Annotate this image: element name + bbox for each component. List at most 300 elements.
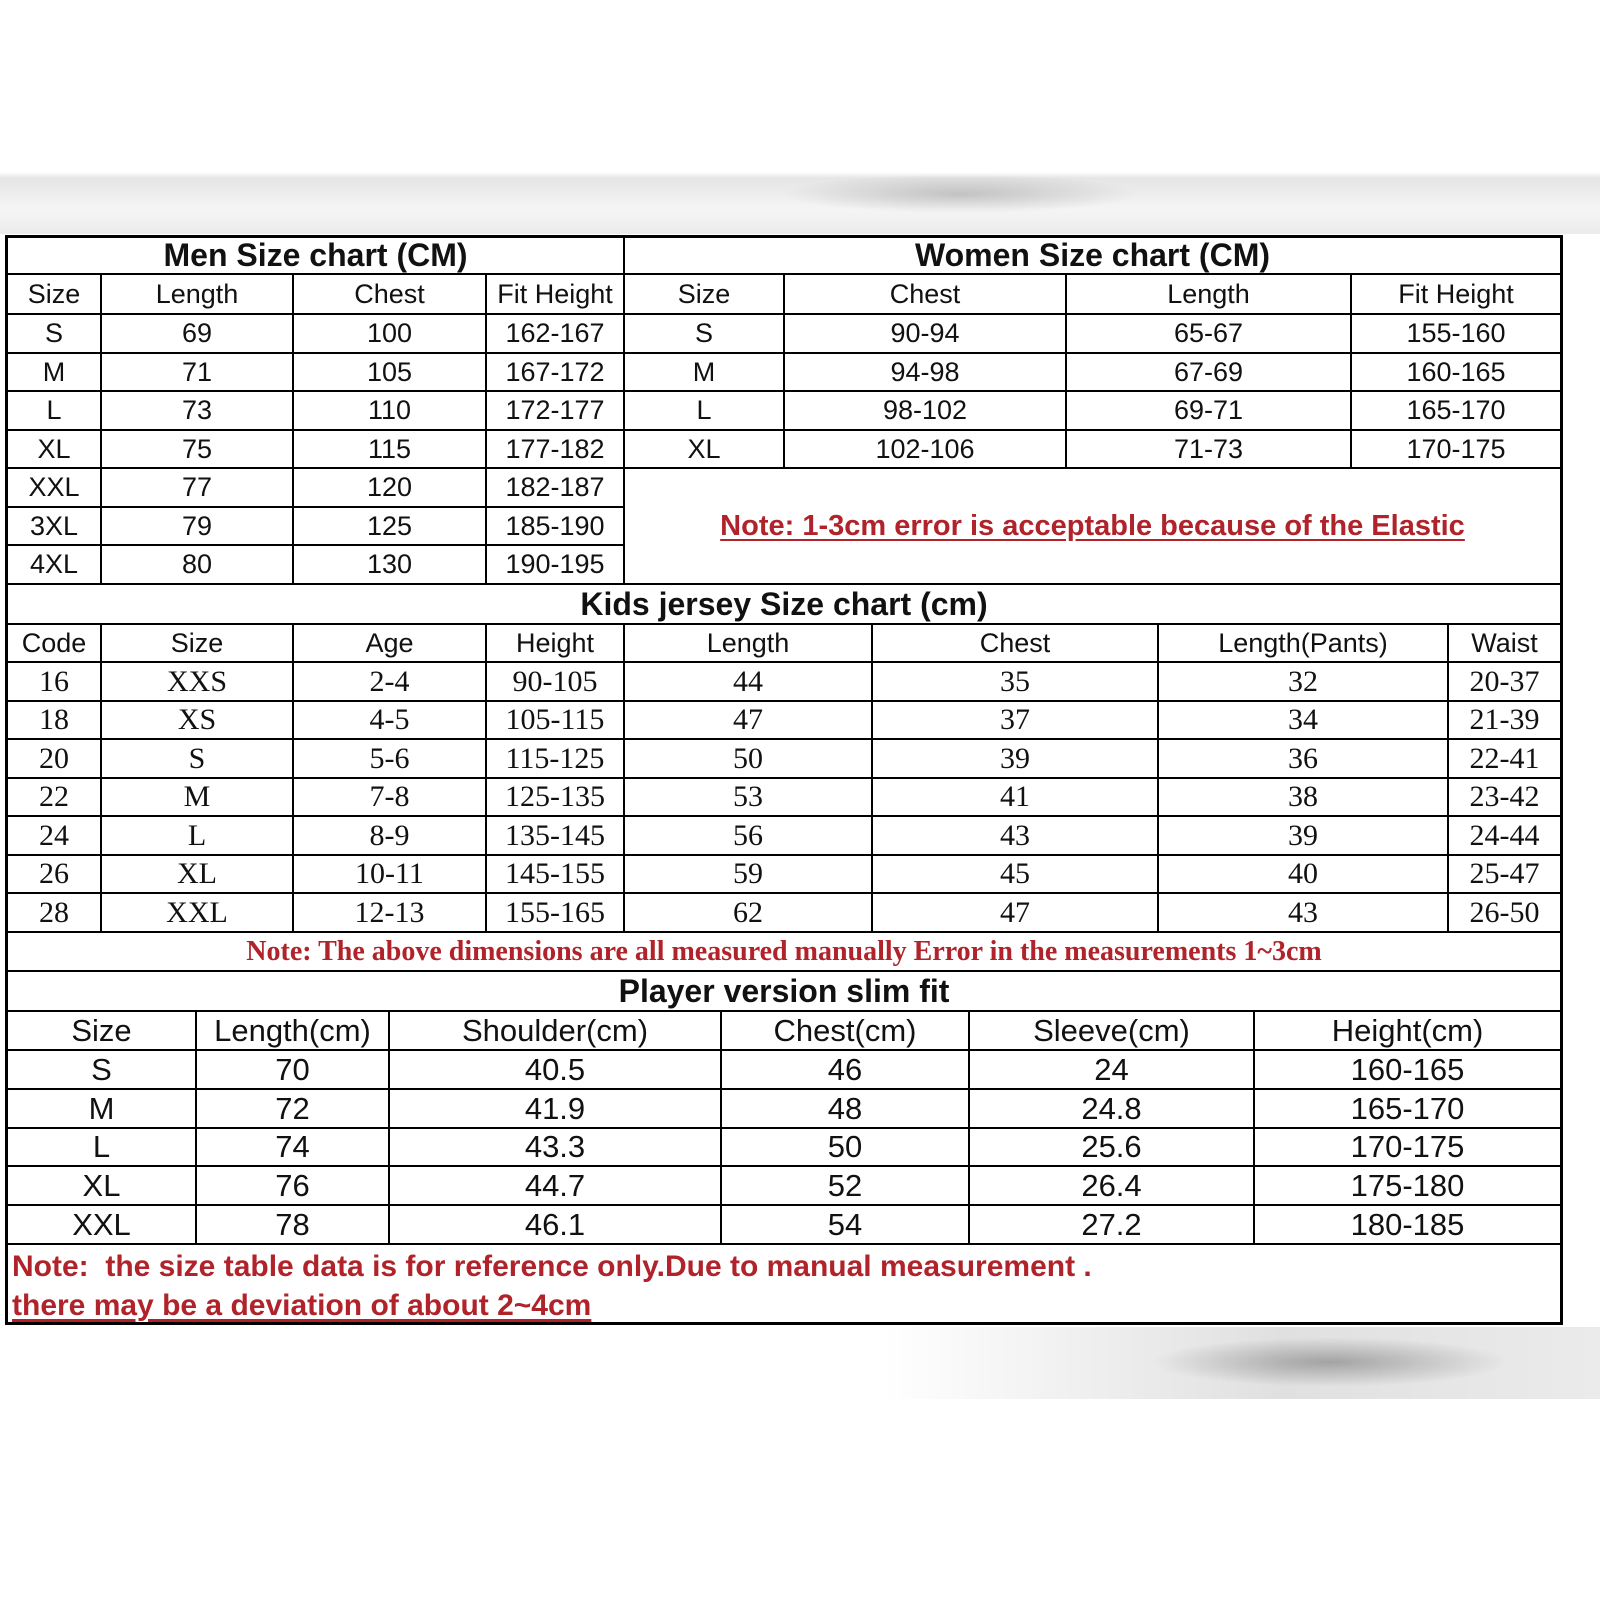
- kids-cell: [487, 894, 625, 933]
- kids-cell: [8, 817, 102, 856]
- women-header-3-text: Fit Height: [1398, 278, 1514, 309]
- player-cell: [197, 1167, 390, 1206]
- kids-cell-text: 25-47: [1469, 857, 1540, 890]
- kids-cell-text: M: [183, 780, 211, 813]
- men-cell: [102, 508, 294, 546]
- player-cell: [722, 1129, 970, 1167]
- kids-cell-text: 59: [733, 857, 763, 890]
- player-cell: [8, 1206, 197, 1245]
- kids-cell-text: 35: [1000, 664, 1030, 698]
- kids-header-1: [102, 625, 294, 663]
- men-cell: [102, 546, 294, 585]
- women-cell-text: L: [696, 395, 712, 425]
- kids-cell-text: 44: [733, 664, 763, 698]
- kids-cell-text: 135-145: [505, 818, 605, 852]
- men-cell-text: 4XL: [29, 549, 79, 579]
- kids-cell-text: 105-115: [505, 703, 605, 736]
- blurred-bottom-edge: [0, 1327, 1600, 1399]
- player-cell: [197, 1090, 390, 1129]
- women-cell: [625, 431, 785, 469]
- player-cell-text: M: [88, 1090, 115, 1126]
- player-cell-text: 180-185: [1350, 1206, 1465, 1242]
- kids-note-text: Note: The above dimensions are all measured manually Error in the measurements 1~3cm: [246, 935, 1322, 967]
- player-cell-text: 76: [275, 1167, 310, 1203]
- kids-cell-text: 45: [1000, 857, 1030, 890]
- kids-cell: [487, 817, 625, 856]
- player-cell: [197, 1129, 390, 1167]
- kids-header-2-text: Age: [365, 627, 414, 658]
- player-cell-text: 43.3: [524, 1129, 586, 1164]
- men-cell: [8, 431, 102, 469]
- men-cell: [487, 431, 625, 469]
- kids-cell-text: 36: [1288, 741, 1318, 775]
- player-cell-text: 24: [1094, 1051, 1129, 1087]
- player-cell: [390, 1167, 722, 1206]
- kids-cell: [487, 740, 625, 779]
- women-note: [625, 469, 1560, 585]
- kids-cell-text: 26-50: [1469, 895, 1540, 929]
- men-cell-text: 80: [181, 549, 213, 579]
- kids-cell: [294, 894, 487, 933]
- player-cell-text: 41.9: [524, 1090, 586, 1126]
- kids-cell: [1449, 817, 1560, 856]
- kids-cell-text: 24-44: [1469, 818, 1540, 852]
- women-cell: [1067, 354, 1352, 392]
- women-header-0-text: Size: [677, 278, 731, 309]
- kids-header-4-text: Length: [706, 627, 790, 658]
- kids-cell: [625, 779, 873, 817]
- kids-cell: [873, 779, 1159, 817]
- women-cell: [785, 431, 1067, 469]
- player-cell: [390, 1090, 722, 1129]
- women-cell-text: 94-98: [890, 356, 960, 387]
- player-cell: [8, 1090, 197, 1129]
- kids-cell: [1159, 740, 1449, 779]
- kids-header-2: [294, 625, 487, 663]
- kids-cell-text: 43: [1288, 895, 1318, 929]
- women-cell: [1067, 315, 1352, 354]
- kids-cell-text: XL: [177, 857, 217, 890]
- kids-cell-text: 56: [733, 818, 763, 852]
- kids-cell: [8, 740, 102, 779]
- kids-cell-text: XXL: [166, 895, 228, 929]
- kids-cell-text: 145-155: [505, 857, 605, 890]
- men-cell-text: M: [42, 356, 66, 387]
- women-cell-text: 160-165: [1406, 356, 1506, 387]
- player-cell-text: 50: [827, 1129, 863, 1164]
- kids-header-5: [873, 625, 1159, 663]
- women-cell: [1352, 354, 1560, 392]
- men-cell-text: 3XL: [29, 510, 79, 541]
- kids-cell-text: 40: [1288, 857, 1318, 890]
- kids-cell-text: 62: [733, 895, 763, 929]
- men-cell: [487, 469, 625, 508]
- kids-cell: [102, 817, 294, 856]
- kids-cell-text: 41: [1000, 780, 1030, 813]
- men-cell-text: S: [44, 318, 63, 348]
- men-cell: [487, 392, 625, 431]
- men-cell-text: 105: [366, 356, 413, 387]
- women-cell-text: 98-102: [882, 395, 968, 425]
- men-cell: [294, 508, 487, 546]
- player-cell: [970, 1206, 1255, 1245]
- kids-cell-text: 37: [1000, 703, 1030, 736]
- kids-cell: [1449, 894, 1560, 933]
- women-header-0: [625, 275, 785, 315]
- women-cell: [625, 354, 785, 392]
- kids-cell: [294, 702, 487, 740]
- women-cell: [785, 315, 1067, 354]
- player-cell: [1255, 1129, 1560, 1167]
- kids-cell-text: 125-135: [505, 780, 605, 813]
- player-header-1: [197, 1012, 390, 1051]
- women-note-text: Note: 1-3cm error is acceptable because of the Elastic: [720, 509, 1465, 542]
- men-cell: [8, 315, 102, 354]
- men-cell-text: 69: [181, 318, 213, 348]
- kids-cell-text: 2-4: [369, 664, 410, 698]
- kids-cell-text: 32: [1288, 664, 1318, 698]
- player-cell-text: 165-170: [1350, 1090, 1465, 1126]
- women-cell: [1352, 315, 1560, 354]
- men-cell: [294, 431, 487, 469]
- women-cell: [625, 392, 785, 431]
- player-cell: [1255, 1051, 1560, 1090]
- kids-cell: [1449, 702, 1560, 740]
- kids-cell: [8, 894, 102, 933]
- women-cell: [625, 315, 785, 354]
- player-cell: [390, 1129, 722, 1167]
- player-note: [12, 1247, 1092, 1325]
- kids-cell-text: 22-41: [1469, 741, 1540, 775]
- kids-cell-text: 53: [733, 780, 763, 813]
- kids-header-1-text: Size: [170, 627, 224, 658]
- kids-cell-text: 22: [39, 780, 69, 813]
- women-header-2-text: Length: [1167, 278, 1250, 309]
- kids-cell: [8, 779, 102, 817]
- kids-cell-text: 39: [1000, 741, 1030, 775]
- men-header-0: [8, 275, 102, 315]
- men-cell: [102, 354, 294, 392]
- kids-cell-text: 26: [39, 857, 69, 890]
- women-cell-text: S: [694, 318, 713, 348]
- men-cell: [487, 354, 625, 392]
- player-cell: [390, 1206, 722, 1245]
- men-header-1: [102, 275, 294, 315]
- player-cell-text: 78: [275, 1206, 310, 1242]
- player-header-3: [722, 1012, 970, 1051]
- women-header-2: [1067, 275, 1352, 315]
- kids-cell-text: 23-42: [1469, 780, 1540, 813]
- men-cell-text: 77: [181, 472, 213, 502]
- women-header-3: [1352, 275, 1560, 315]
- men-chart-title: [8, 238, 625, 275]
- player-cell-text: XXL: [72, 1206, 131, 1242]
- player-cell-text: 72: [275, 1090, 310, 1126]
- player-cell-text: 44.7: [524, 1167, 586, 1203]
- size-chart-sheet: [5, 235, 1563, 1325]
- kids-cell: [625, 740, 873, 779]
- kids-cell: [625, 894, 873, 933]
- player-cell-text: 70: [275, 1051, 310, 1087]
- women-cell-text: 69-71: [1173, 395, 1244, 425]
- player-cell-text: 46.1: [524, 1206, 586, 1242]
- men-cell-text: 167-172: [505, 356, 605, 387]
- player-cell: [8, 1051, 197, 1090]
- women-header-1-text: Chest: [889, 278, 961, 309]
- kids-cell-text: 34: [1288, 703, 1318, 736]
- women-cell: [785, 354, 1067, 392]
- men-cell-text: 162-167: [505, 318, 605, 348]
- player-note-line-2: there may be a deviation of about 2~4cm: [12, 1289, 592, 1322]
- kids-cell: [294, 817, 487, 856]
- kids-cell: [1449, 663, 1560, 702]
- player-header-0-text: Size: [71, 1012, 132, 1048]
- kids-cell: [294, 856, 487, 894]
- kids-cell-text: 20: [39, 741, 69, 775]
- men-cell-text: L: [46, 395, 62, 425]
- men-cell-text: 185-190: [505, 510, 605, 541]
- men-cell: [294, 469, 487, 508]
- player-cell: [722, 1167, 970, 1206]
- women-cell: [1067, 392, 1352, 431]
- kids-cell-text: XS: [177, 703, 217, 736]
- men-cell: [102, 431, 294, 469]
- player-cell: [970, 1051, 1255, 1090]
- men-header-1-text: Length: [155, 278, 239, 309]
- women-cell-text: 165-170: [1406, 395, 1506, 425]
- kids-cell: [1159, 894, 1449, 933]
- kids-header-7-text: Waist: [1471, 627, 1538, 658]
- player-cell: [970, 1090, 1255, 1129]
- men-cell: [294, 315, 487, 354]
- kids-header-5-text: Chest: [979, 627, 1051, 658]
- player-cell: [1255, 1206, 1560, 1245]
- men-cell-text: 79: [181, 510, 213, 541]
- women-chart-title: [625, 238, 1560, 275]
- kids-cell: [1159, 663, 1449, 702]
- kids-cell-text: 24: [39, 818, 69, 852]
- women-cell-text: 155-160: [1406, 318, 1506, 348]
- player-cell-text: 48: [827, 1090, 863, 1126]
- kids-header-0-text: Code: [21, 627, 87, 658]
- kids-cell-text: 18: [39, 703, 69, 736]
- kids-header-4: [625, 625, 873, 663]
- player-chart-title: [8, 972, 1560, 1012]
- women-chart-title-text: Women Size chart (CM): [915, 237, 1270, 273]
- kids-cell: [1159, 817, 1449, 856]
- kids-cell-text: S: [188, 741, 206, 775]
- player-cell: [970, 1167, 1255, 1206]
- player-cell-text: 74: [275, 1129, 310, 1164]
- player-cell-text: 54: [827, 1206, 863, 1242]
- men-cell-text: 73: [181, 395, 213, 425]
- kids-cell-text: 38: [1288, 780, 1318, 813]
- men-header-3: [487, 275, 625, 315]
- kids-cell: [8, 702, 102, 740]
- men-cell-text: 182-187: [505, 472, 605, 502]
- kids-cell: [487, 663, 625, 702]
- kids-cell: [625, 702, 873, 740]
- men-cell-text: 115: [367, 433, 412, 464]
- player-cell-text: L: [92, 1129, 111, 1164]
- kids-cell: [102, 894, 294, 933]
- kids-cell: [873, 740, 1159, 779]
- player-cell-text: 170-175: [1350, 1129, 1465, 1164]
- player-header-5-text: Height(cm): [1331, 1012, 1484, 1048]
- kids-cell: [102, 779, 294, 817]
- men-cell-text: 125: [366, 510, 413, 541]
- kids-header-6: [1159, 625, 1449, 663]
- women-cell-text: XL: [687, 433, 721, 464]
- kids-cell-text: L: [187, 818, 207, 852]
- men-cell-text: 75: [181, 433, 213, 464]
- men-cell-text: 177-182: [505, 433, 605, 464]
- kids-header-0: [8, 625, 102, 663]
- men-cell: [487, 546, 625, 585]
- player-cell: [8, 1167, 197, 1206]
- kids-cell: [102, 856, 294, 894]
- men-cell-text: 110: [367, 395, 412, 425]
- kids-cell: [1449, 856, 1560, 894]
- women-cell-text: 67-69: [1173, 356, 1244, 387]
- kids-cell: [294, 779, 487, 817]
- women-cell: [1352, 392, 1560, 431]
- player-cell: [722, 1051, 970, 1090]
- kids-cell-text: 28: [39, 895, 69, 929]
- kids-cell: [102, 740, 294, 779]
- kids-header-3: [487, 625, 625, 663]
- kids-cell-text: XXS: [166, 664, 227, 698]
- kids-cell-text: 4-5: [369, 703, 410, 736]
- women-cell-text: 71-73: [1173, 433, 1244, 464]
- player-cell-text: 160-165: [1350, 1051, 1465, 1087]
- kids-cell-text: 21-39: [1469, 703, 1540, 736]
- women-cell: [785, 392, 1067, 431]
- kids-header-7: [1449, 625, 1560, 663]
- player-cell: [390, 1051, 722, 1090]
- men-cell: [102, 392, 294, 431]
- kids-header-3-text: Height: [515, 627, 595, 658]
- kids-chart-title-text: Kids jersey Size chart (cm): [580, 585, 988, 622]
- player-header-4-text: Sleeve(cm): [1033, 1012, 1190, 1048]
- player-cell: [722, 1090, 970, 1129]
- women-cell-text: 170-175: [1406, 433, 1506, 464]
- women-cell-text: 102-106: [875, 433, 975, 464]
- kids-cell: [487, 702, 625, 740]
- kids-cell: [8, 856, 102, 894]
- men-header-2-text: Chest: [354, 278, 425, 309]
- kids-cell-text: 50: [733, 741, 763, 775]
- kids-cell: [1159, 779, 1449, 817]
- women-cell: [1352, 431, 1560, 469]
- player-cell-text: 25.6: [1081, 1129, 1142, 1164]
- player-cell: [722, 1206, 970, 1245]
- player-cell-text: S: [91, 1051, 112, 1087]
- kids-cell: [487, 779, 625, 817]
- men-cell-text: 172-177: [505, 395, 605, 425]
- player-cell: [197, 1206, 390, 1245]
- kids-cell-text: 12-13: [354, 895, 425, 929]
- kids-cell-text: 90-105: [512, 664, 598, 698]
- women-cell: [1067, 431, 1352, 469]
- kids-cell: [873, 856, 1159, 894]
- kids-cell: [873, 702, 1159, 740]
- player-cell-text: 46: [827, 1051, 863, 1087]
- player-header-5: [1255, 1012, 1560, 1051]
- kids-cell-text: 39: [1288, 818, 1318, 852]
- men-cell: [487, 508, 625, 546]
- player-header-4: [970, 1012, 1255, 1051]
- men-cell: [8, 392, 102, 431]
- player-cell: [8, 1129, 197, 1167]
- women-cell-text: 65-67: [1173, 318, 1244, 348]
- player-chart-title-text: Player version slim fit: [618, 972, 950, 1009]
- men-cell-text: 130: [366, 549, 413, 579]
- men-cell-text: XXL: [28, 472, 80, 502]
- men-cell-text: XL: [37, 433, 71, 464]
- kids-cell: [873, 894, 1159, 933]
- men-cell: [8, 546, 102, 585]
- women-cell-text: 90-94: [890, 318, 960, 348]
- women-cell-text: M: [692, 356, 716, 387]
- kids-cell: [8, 663, 102, 702]
- kids-cell-text: 8-9: [369, 818, 410, 852]
- kids-cell-text: 10-11: [355, 857, 424, 890]
- kids-cell: [625, 856, 873, 894]
- kids-cell: [487, 856, 625, 894]
- kids-cell-text: 7-8: [369, 780, 410, 813]
- kids-cell-text: 5-6: [369, 741, 410, 775]
- men-cell: [487, 315, 625, 354]
- kids-cell-text: 20-37: [1469, 664, 1540, 698]
- player-note-line-1: Note: the size table data is for reference only.Due to manual measurement .: [12, 1250, 1092, 1283]
- player-header-1-text: Length(cm): [214, 1012, 371, 1048]
- men-cell: [8, 469, 102, 508]
- player-cell: [197, 1051, 390, 1090]
- men-header-3-text: Fit Height: [497, 278, 613, 309]
- kids-cell: [625, 817, 873, 856]
- men-cell-text: 71: [181, 356, 213, 387]
- men-cell-text: 100: [366, 318, 413, 348]
- player-cell: [1255, 1167, 1560, 1206]
- player-cell: [970, 1129, 1255, 1167]
- men-cell: [102, 315, 294, 354]
- kids-cell: [102, 663, 294, 702]
- player-header-3-text: Chest(cm): [773, 1012, 917, 1048]
- player-header-2-text: Shoulder(cm): [461, 1012, 649, 1048]
- kids-cell: [625, 663, 873, 702]
- player-header-0: [8, 1012, 197, 1051]
- men-cell: [294, 354, 487, 392]
- men-cell: [294, 546, 487, 585]
- kids-cell: [1449, 740, 1560, 779]
- kids-cell: [294, 663, 487, 702]
- kids-cell-text: 16: [39, 664, 69, 698]
- men-cell-text: 120: [366, 472, 413, 502]
- kids-note: [8, 933, 1560, 972]
- men-cell-text: 190-195: [505, 549, 605, 579]
- kids-chart-title: [8, 585, 1560, 625]
- men-cell: [294, 392, 487, 431]
- player-cell-text: 26.4: [1081, 1167, 1142, 1203]
- kids-header-6-text: Length(Pants): [1218, 627, 1388, 658]
- men-header-0-text: Size: [27, 278, 81, 309]
- player-cell-text: XL: [82, 1167, 121, 1203]
- player-cell-text: 24.8: [1081, 1090, 1142, 1126]
- men-cell: [8, 354, 102, 392]
- men-cell: [102, 469, 294, 508]
- women-header-1: [785, 275, 1067, 315]
